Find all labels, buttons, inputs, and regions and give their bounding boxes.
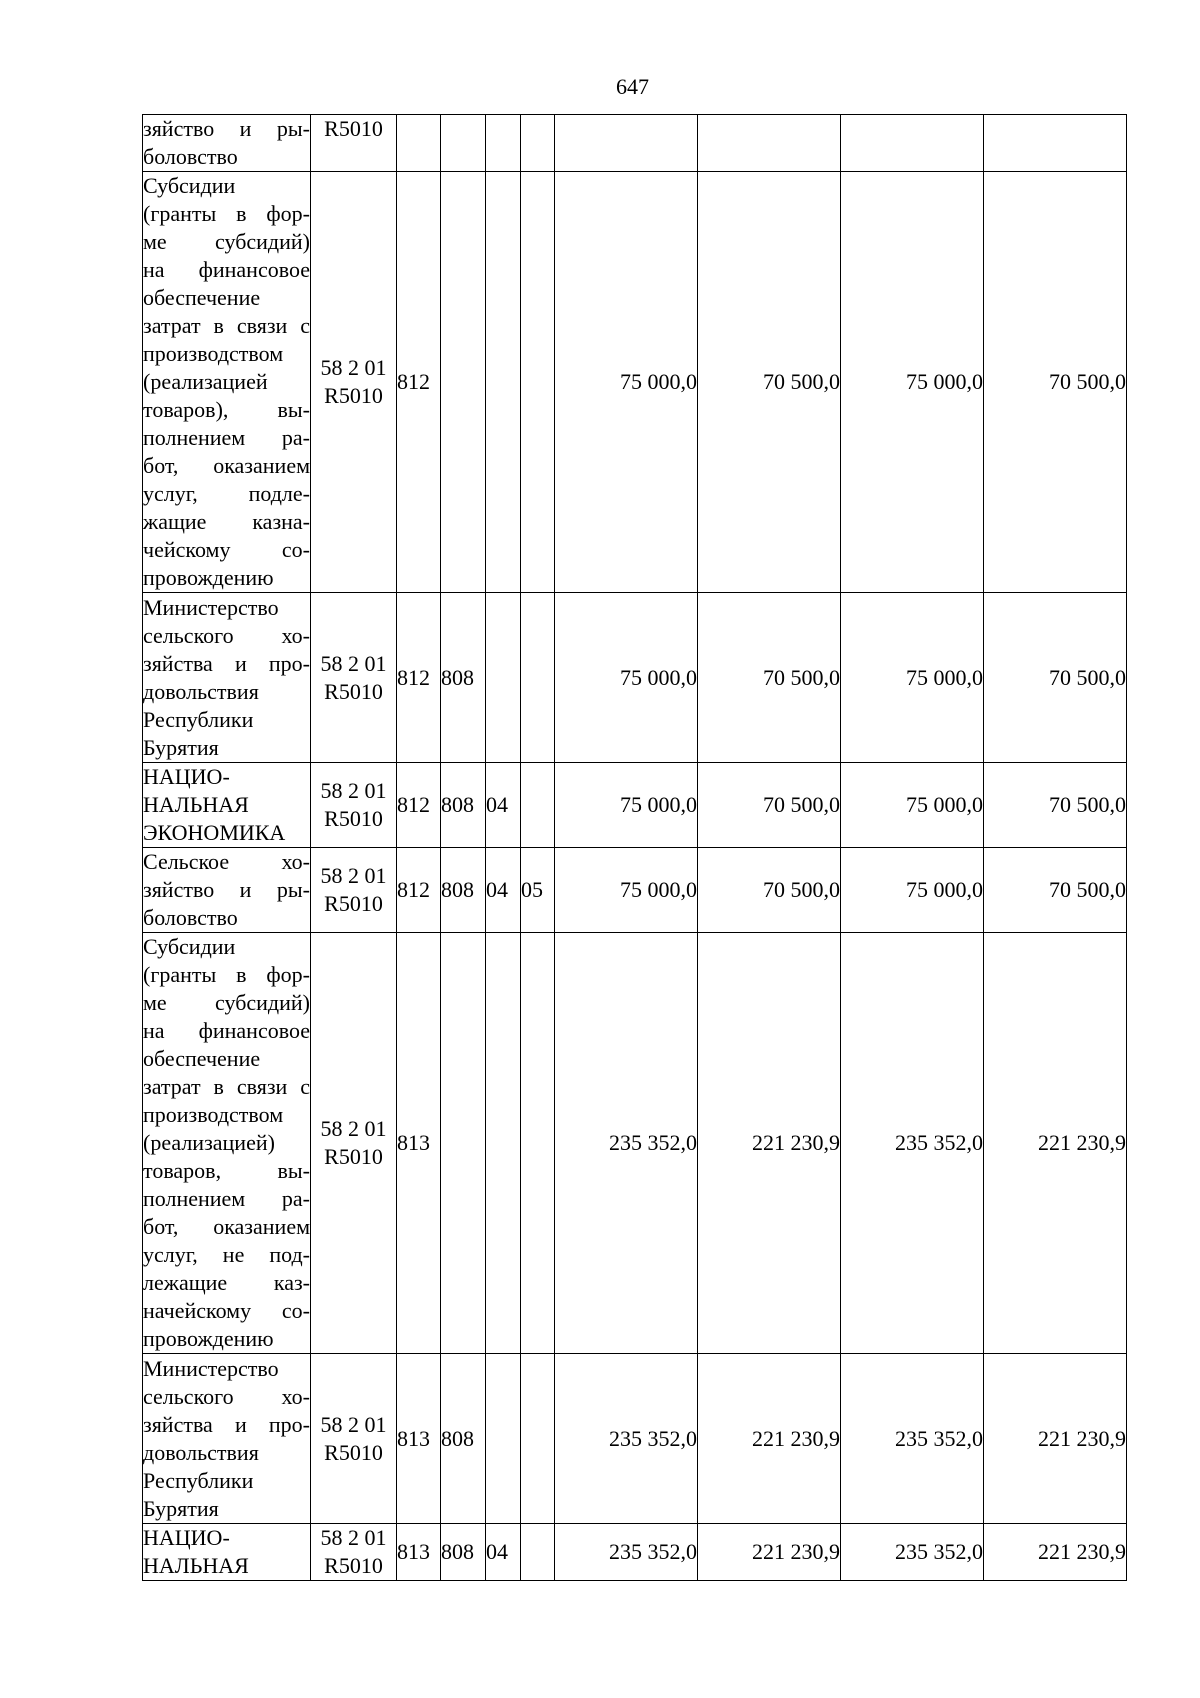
amount-cell-2: 70 500,0 [698, 763, 841, 848]
subsection-code-cell [521, 1354, 555, 1524]
row-name-line: зяйства и про- [143, 650, 310, 676]
expense-type-cell: 812 [397, 848, 441, 933]
row-name-line: сельского хо- [143, 1383, 310, 1409]
amount-cell-2: 70 500,0 [698, 593, 841, 763]
target-article-code-line: R5010 [324, 1553, 383, 1578]
row-name-line: Республики [143, 1467, 254, 1493]
row-name-line: НАЛЬНАЯ [143, 1553, 249, 1578]
row-name-line: на финансовое [143, 1018, 310, 1043]
row-name-line: ЭКОНОМИКА [143, 820, 286, 845]
amount-cell-4: 221 230,9 [984, 933, 1127, 1354]
row-name-line: боловство [143, 905, 238, 930]
amount-cell-1: 235 352,0 [555, 1524, 698, 1581]
row-name-line: довольствия [143, 1439, 259, 1465]
administrator-code-cell [441, 115, 486, 172]
target-article-code-line: 58 2 01 [320, 355, 387, 380]
row-name-line: Субсидии [143, 173, 236, 198]
subsection-code-cell [521, 593, 555, 763]
amount-cell-2: 221 230,9 [698, 1524, 841, 1581]
target-article-code-line: R5010 [324, 1144, 383, 1169]
subsection-code-cell [521, 763, 555, 848]
row-name-line: производством [143, 1102, 284, 1127]
row-name-line: лежащие каз- [143, 1270, 310, 1295]
amount-cell-3: 75 000,0 [841, 593, 984, 763]
expense-type-cell [397, 115, 441, 172]
amount-cell-4: 70 500,0 [984, 763, 1127, 848]
expense-type-cell: 813 [397, 1354, 441, 1524]
row-name-line: провождению [143, 1326, 274, 1351]
amount-cell-3: 75 000,0 [841, 172, 984, 593]
subsection-code-cell: 05 [521, 848, 555, 933]
row-name-line: Министерство [143, 1355, 279, 1381]
row-name-line: зяйства и про- [143, 1411, 310, 1437]
section-code-cell [486, 115, 521, 172]
table-row [143, 763, 1127, 848]
amount-cell-3: 75 000,0 [841, 848, 984, 933]
table-row [143, 115, 1127, 172]
row-name-line: боловство [143, 144, 238, 169]
target-article-code-line: R5010 [324, 1439, 383, 1465]
expense-type-cell: 812 [397, 763, 441, 848]
expense-type-cell: 813 [397, 1524, 441, 1581]
row-name-cell [143, 763, 311, 848]
row-name-line: НАЦИО- [143, 764, 230, 789]
row-name-cell [143, 172, 311, 593]
section-code-cell: 04 [486, 763, 521, 848]
subsection-code-cell [521, 1524, 555, 1581]
amount-cell-4: 70 500,0 [984, 848, 1127, 933]
amount-cell-1: 75 000,0 [555, 172, 698, 593]
row-name-line: зяйство и ры- [143, 116, 310, 141]
table-body [143, 115, 1127, 1581]
row-name-line: Республики [143, 706, 254, 732]
row-name-line: обеспечение [143, 1046, 261, 1071]
row-name-line: затрат в связи с [143, 313, 310, 338]
table-row [143, 1354, 1127, 1524]
target-article-code-line: R5010 [324, 383, 383, 408]
expense-type-cell: 812 [397, 172, 441, 593]
amount-cell-2: 70 500,0 [698, 848, 841, 933]
row-name-line: (гранты в фор- [143, 201, 310, 226]
target-article-code-line: 58 2 01 [320, 1525, 387, 1550]
amount-cell-4: 70 500,0 [984, 593, 1127, 763]
amount-cell-3: 75 000,0 [841, 763, 984, 848]
row-name-line: ме субсидий) [143, 990, 310, 1015]
administrator-code-cell: 808 [441, 593, 486, 763]
amount-cell-1: 75 000,0 [555, 763, 698, 848]
row-name-line: товаров), вы- [143, 397, 310, 422]
row-name-line: (реализацией [143, 369, 268, 394]
row-name-line: (реализацией) [143, 1130, 275, 1155]
table-row [143, 848, 1127, 933]
target-article-code-line: R5010 [324, 806, 383, 831]
administrator-code-cell: 808 [441, 1354, 486, 1524]
row-name-line: ме субсидий) [143, 229, 310, 254]
row-name-line: полнением ра- [143, 1186, 310, 1211]
expense-type-cell: 813 [397, 933, 441, 1354]
row-name-line: довольствия [143, 678, 259, 704]
table-row [143, 933, 1127, 1354]
row-name-line: НАЛЬНАЯ [143, 792, 249, 817]
row-name-cell [143, 848, 311, 933]
target-article-code-line: R5010 [324, 116, 383, 141]
section-code-cell [486, 593, 521, 763]
target-article-code-line: 58 2 01 [320, 863, 387, 888]
row-name-line: полнением ра- [143, 425, 310, 450]
row-name-line: бот, оказанием [143, 1214, 310, 1239]
row-name-line: сельского хо- [143, 622, 310, 648]
section-code-cell [486, 933, 521, 1354]
target-article-code-line: 58 2 01 [320, 1116, 387, 1141]
target-article-code-cell [311, 1524, 397, 1581]
subsection-code-cell [521, 172, 555, 593]
target-article-code-line: R5010 [324, 678, 383, 704]
target-article-code-cell [311, 172, 397, 593]
amount-cell-1: 75 000,0 [555, 593, 698, 763]
row-name-line: производством [143, 341, 284, 366]
administrator-code-cell [441, 933, 486, 1354]
subsection-code-cell [521, 933, 555, 1354]
amount-cell-2 [698, 115, 841, 172]
row-name-line: чейскому со- [143, 537, 310, 562]
amount-cell-4 [984, 115, 1127, 172]
row-name-line: обеспечение [143, 285, 261, 310]
budget-table [142, 114, 1127, 1581]
table-row [143, 1524, 1127, 1581]
administrator-code-cell: 808 [441, 763, 486, 848]
section-code-cell [486, 172, 521, 593]
row-name-line: НАЦИО- [143, 1525, 230, 1550]
target-article-code-cell [311, 763, 397, 848]
row-name-line: на финансовое [143, 257, 310, 282]
row-name-line: начейскому со- [143, 1298, 310, 1323]
amount-cell-1 [555, 115, 698, 172]
amount-cell-3: 235 352,0 [841, 1524, 984, 1581]
row-name-line: услуг, не под- [143, 1242, 310, 1267]
target-article-code-line: R5010 [324, 891, 383, 916]
amount-cell-4: 221 230,9 [984, 1524, 1127, 1581]
row-name-line: бот, оказанием [143, 453, 310, 478]
expense-type-cell: 812 [397, 593, 441, 763]
row-name-line: Министерство [143, 594, 279, 620]
subsection-code-cell [521, 115, 555, 172]
target-article-code-cell [311, 593, 397, 763]
section-code-cell: 04 [486, 848, 521, 933]
row-name-line: (гранты в фор- [143, 962, 310, 987]
amount-cell-2: 221 230,9 [698, 1354, 841, 1524]
amount-cell-4: 221 230,9 [984, 1354, 1127, 1524]
target-article-code-cell [311, 933, 397, 1354]
amount-cell-3 [841, 115, 984, 172]
row-name-line: зяйство и ры- [143, 877, 310, 902]
row-name-cell [143, 933, 311, 1354]
row-name-line: товаров, вы- [143, 1158, 310, 1183]
section-code-cell [486, 1354, 521, 1524]
row-name-line: затрат в связи с [143, 1074, 310, 1099]
section-code-cell: 04 [486, 1524, 521, 1581]
target-article-code-cell [311, 848, 397, 933]
target-article-code-line: 58 2 01 [320, 650, 387, 676]
row-name-line: Бурятия [143, 1495, 219, 1521]
target-article-code-cell [311, 115, 397, 172]
amount-cell-3: 235 352,0 [841, 1354, 984, 1524]
page-number: 647 [616, 74, 649, 99]
target-article-code-line: 58 2 01 [320, 778, 387, 803]
row-name-line: провождению [143, 565, 274, 590]
amount-cell-1: 235 352,0 [555, 933, 698, 1354]
row-name-line: Бурятия [143, 734, 219, 760]
row-name-cell [143, 115, 311, 172]
target-article-code-cell [311, 1354, 397, 1524]
administrator-code-cell [441, 172, 486, 593]
target-article-code-line: 58 2 01 [320, 1411, 387, 1437]
amount-cell-4: 70 500,0 [984, 172, 1127, 593]
amount-cell-3: 235 352,0 [841, 933, 984, 1354]
table-row [143, 172, 1127, 593]
amount-cell-2: 221 230,9 [698, 933, 841, 1354]
row-name-line: Субсидии [143, 934, 236, 959]
table-row [143, 593, 1127, 763]
administrator-code-cell: 808 [441, 848, 486, 933]
row-name-line: Сельское хо- [143, 849, 310, 874]
row-name-line: услуг, подле- [143, 481, 310, 506]
row-name-line: жащие казна- [143, 509, 310, 534]
administrator-code-cell: 808 [441, 1524, 486, 1581]
amount-cell-1: 75 000,0 [555, 848, 698, 933]
amount-cell-1: 235 352,0 [555, 1354, 698, 1524]
row-name-cell [143, 593, 311, 763]
row-name-cell [143, 1524, 311, 1581]
amount-cell-2: 70 500,0 [698, 172, 841, 593]
row-name-cell [143, 1354, 311, 1524]
